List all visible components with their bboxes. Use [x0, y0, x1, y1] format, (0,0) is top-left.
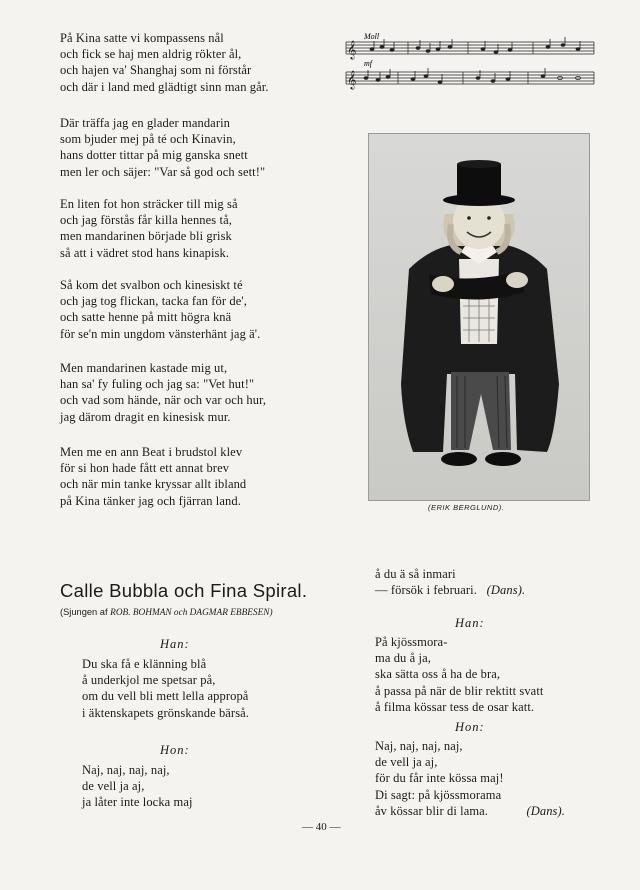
poem-line: och där i land med glädtigt sinn man går. [60, 79, 269, 94]
poem-line: för si hon hade fått ett annat brev [60, 461, 230, 476]
poem-line: och hajen va' Shanghaj som ni förstår [60, 63, 252, 78]
poem-line: han sa' fy fuling och jag sa: "Vet hut!" [60, 377, 255, 392]
speaker-han-right: Han: [455, 616, 485, 630]
poem-line: Men me en ann Beat i brudstol klev [60, 445, 243, 459]
poem-line: och när min tanke kryssar allt ibland [60, 477, 247, 492]
poem-line: Så kom det svalbon och kinesiskt té [60, 278, 243, 292]
speaker-han: Han: [160, 637, 190, 651]
page-number: — 40 — [302, 821, 341, 833]
verse-hon-right [375, 738, 565, 819]
poem-line: Men mandarinen kastade mig ut, [60, 361, 228, 375]
poem-line: och jag förstås får killa hennes tå, [60, 213, 232, 228]
verse-line: Naj, naj, naj, naj, [375, 739, 463, 753]
verse-line: ma du å ja, [375, 651, 431, 666]
verse-line: ja låter inte locka maj [82, 795, 193, 810]
verse-line: de vell ja aj, [375, 755, 438, 770]
verse-line: — försök i februari. (Dans). [375, 583, 526, 598]
svg-text:𝄞: 𝄞 [347, 40, 357, 59]
credit-prefix: (Sjungen af [60, 607, 108, 617]
verse-line: å underkjol me spetsar på, [82, 673, 216, 688]
speaker-hon: Hon: [160, 743, 190, 757]
poem-line: men ler och säjer: "Var så god och sett!" [60, 164, 266, 179]
dynamic-mark: mf [364, 59, 372, 68]
poem-line: hans dotter tittar på mig ganska snett [60, 148, 248, 163]
poem-line: En liten fot hon sträcker till mig så [60, 197, 238, 211]
poem-line: och jag tog flickan, tacka fan för de', [60, 294, 247, 309]
poem-line: som bjuder mej på té och Kinavin, [60, 132, 236, 147]
dans-mark: (Dans). [526, 803, 565, 818]
verse-han-right [375, 634, 543, 715]
poem-line: på Kina tänker jag och fjärran land. [60, 493, 241, 508]
photo-caption: (ERIK BERGLUND). [428, 503, 505, 512]
verse-continued [375, 566, 565, 598]
verse-line: de vell ja aj, [82, 779, 145, 794]
verse-han [82, 656, 249, 721]
verse-line: Du ska få e klänning blå [82, 657, 207, 671]
song-title: Calle Bubbla och Fina Spiral. [60, 580, 308, 601]
verse-hon [82, 762, 193, 811]
verse-line: för du får inte kössa maj! [375, 771, 504, 786]
poem-line: och vad som hände, när och var och hur, [60, 393, 267, 408]
poem-line: men mandarinen började bli grisk [60, 229, 232, 244]
poem-line: så att i vädret stod hans kinapisk. [60, 245, 230, 260]
poem-line: På Kina satte vi kompassens nål [60, 31, 224, 45]
verse-line: Naj, naj, naj, naj, [82, 763, 170, 777]
tempo-mark: Moll [364, 32, 380, 41]
performer-illustration [369, 134, 589, 500]
poem-line: och fick se haj men aldrig rökter ål, [60, 47, 242, 62]
stanza-2 [60, 115, 350, 180]
stanza-3 [60, 196, 350, 261]
poem-line: jag därom dragit en kinesisk mur. [60, 409, 231, 424]
verse-line: i äktenskapets grönskande bärså. [82, 705, 250, 720]
poem-line: och satte henne på mitt högra knä [60, 310, 232, 325]
stanza-5 [60, 360, 350, 425]
song-credit [60, 607, 273, 618]
verse-line: Di sagt: på kjössmorama [375, 787, 502, 802]
speaker-hon-right: Hon: [455, 720, 485, 734]
credit-performers: ROB. BOHMAN och DAGMAR EBBESEN) [110, 608, 273, 618]
verse-line: åv kössar blir di lama. (Dans). [375, 803, 565, 818]
verse-line: om du vell bli mett lella appropå [82, 689, 249, 704]
dans-mark: (Dans). [486, 583, 526, 598]
verse-line: På kjössmora- [375, 635, 448, 649]
verse-line: ska sätta oss å ha de bra, [375, 667, 501, 682]
verse-line: å passa på när de blir rektitt svatt [375, 683, 544, 698]
svg-text:𝄞: 𝄞 [347, 70, 357, 89]
stanza-4 [60, 277, 350, 342]
poem-line: Där träffa jag en glader mandarin [60, 116, 230, 130]
stanza-6 [60, 444, 350, 509]
verse-line: å filma kössar tess de osar katt. [375, 699, 535, 714]
verse-line: å du ä så inmari [375, 567, 456, 581]
stanza-1 [60, 30, 350, 95]
poem-line: för se'n min ungdom vänsterhänt jag ä'. [60, 326, 261, 341]
sheet-music [338, 30, 596, 92]
performer-photo [368, 133, 590, 501]
